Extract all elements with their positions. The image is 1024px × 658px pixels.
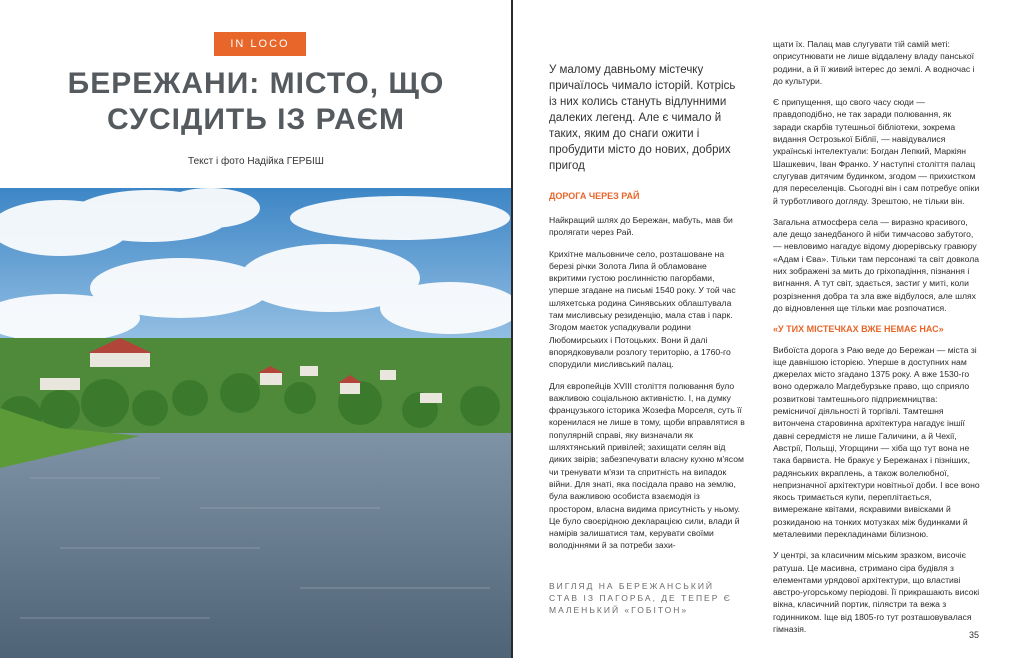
title-line-1: БЕРЕЖАНИ: МІСТО, ЩО [67,67,445,100]
paragraph: Є припущення, що свого часу сюди — правдоподібно, не так заради полювання, як заради скарбів тутешньої бібліотеки, зокрема видання Острозької Біблії, — навідувалися українські інтелектуали: Богдан Лепкий, Маркіян Шашкевич, Іван Франко. У наступні століття палац слугував дитячим будинком, згодом — прихистком для переселенців. Сьогодні він і сам потребує опіки й турботливого догляду. Зрештою, не тільки він. [773,97,980,206]
paragraph: Для європейців XVIII століття полювання було важливою соціальною активністю. І, на думку французького історика Жозефа Морселя, суть її коренилася не лише в тому, щоби вправлятися в популярній справі, яку визначали як шляхтянський привілей; захищати селян від диких звірів; забезпечувати власну кухню м'ясом чи тренувати м'язи та спритність на випадок війни. Для знаті, яка посідала право на землю, була важливою особиста взаємодія із простором, власна видима присутність у ньому. Це було своєрідною декларацією сили, влади й намірів залишатися там, керувати своїми володіннями й за потреби захи- [549,380,745,551]
section-tag: IN LOCO [214,32,306,56]
byline: Текст і фото Надійка ГЕРБІШ [188,156,324,167]
paragraph: щати їх. Палац мав слугувати тій самій меті: оприсутнювати не лише віддалену владу панської родини, а й її живий інтерес до землі. А водночас і до культури. [773,39,975,86]
title-line-2: СУСІДИТЬ ІЗ РАЄМ [107,103,405,136]
page-number: 35 [969,630,980,640]
paragraph: Найкращий шлях до Бережан, мабуть, мав би пролягати через Рай. [549,215,733,238]
article-title [40,66,472,138]
paragraph: Загальна атмосфера села — виразно красивого, але дещо занедбаного й ніби тимчасово забутого, — невловимо нагадує відому дюрерівську гравюру «Адам і Єва». Тільки там персонажі та світ довкола них зображені за мить до гріхопадіння, пізнання і вигнання. А тут світ, здається, застиг у миті, коли розрізнення добра та зла вже відбулося, але шлях до відновлення ще тільки має розпочатися. [773,216,980,313]
paragraph: У центрі, за класичним міським зразком, височіє ратуша. Це масивна, стримано сіра будівля з елементами урядової архітектури, що властиві австро-угорському періодові. Її прикрашають високі вікна, класичний портик, пілястри та вежа з годинником. Іще від 1805-го тут розташовувалася гімназія. [773,550,980,635]
photo-caption: ВИГЛЯД НА БЕРЕЖАНСЬКИЙ СТАВ ІЗ ПАГОРБА, ДЕ ТЕПЕР Є МАЛЕНЬКИЙ «ГОБІТОН» [549,581,732,615]
column-1 [549,214,745,561]
lake-photo [0,188,512,658]
paragraph: Вибоїста дорога з Раю веде до Бережан — міста зі іще давнішою історією. Уперше в доступних нам джерелах місто згадано 1375 року. А вже 1530-го воно одержало Магдебурзьке право, що сприяло розвиткові тамтешнього підприємництва: ремісничої діяльності й торгівлі. Тамтешня витончена старовинна архітектура нагадує іншії давні середмістя не лише Галичини, а й Чехії, Австрії, Польщі, Угорщини — хіба що тут вона не така барвиста. Не бракує у Бережанах і пізніших, радянських вкраплень, а також волелюбної, непризначної архітектури новітньої доби. І все воно якось тримається купи, переплітається, вимережане квітами, яскравими вивісками й розкиданою на тонких мотузках між будинками й металевими перекладинами білизною. [773,344,980,539]
subheading-no-more-us: «У ТИХ МІСТЕЧКАХ ВЖЕ НЕМАЄ НАС» [773,324,944,335]
subheading-road-through-paradise: ДОРОГА ЧЕРЕЗ РАЙ [549,191,640,201]
lake-photo-illustration [0,188,512,658]
lead-paragraph: У малому давньому містечку причаїлось чимало історій. Котрісь із них колись стануть відлунними далеких легенд. Але є чимало й таких, яким до снаги ожити і пробудити місто до нових, добрих пригод [549,64,736,172]
right-page [513,0,1024,658]
column-2 [773,38,981,644]
paragraph: Крихітне мальовниче село, розташоване на березі річки Золота Липа й обламоване вкритими густою рослинністю пагорбами, уперше згадане на письмі 1540 року. У той час шляхетська родина Синявських облаштувала там мисливську резиденцію, мала став і парк. Згодом маєток успадкували родини Любомирських і Потоцьких. Вони й далі впорядковували розлогу територію, а 1760-го спорудили мисливський палац. [549,248,736,370]
